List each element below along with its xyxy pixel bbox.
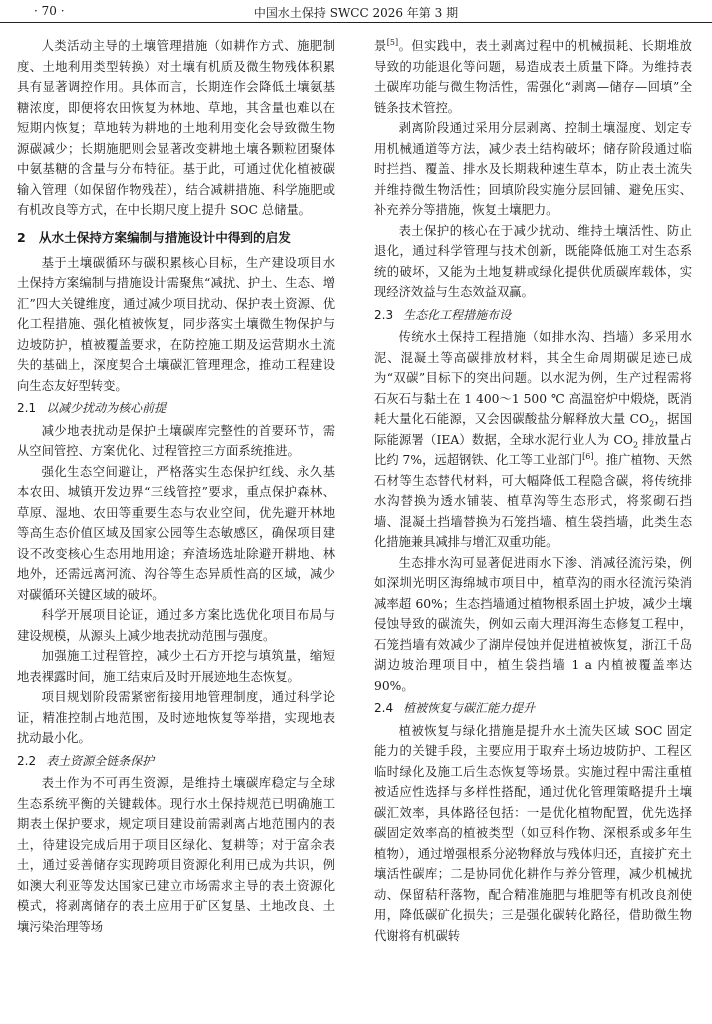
- right-paragraph-1-start: 景: [374, 39, 387, 53]
- left-paragraph-5: 科学开展项目论证，通过多方案比选优化项目布局与建设规模，从源头上减少地表扰动范围与强度。: [17, 608, 335, 643]
- right-paragraph-4-b: ，据国际能源署（IEA）数据，全球水泥行业人为 CO: [374, 412, 692, 447]
- section-2-number: 2: [17, 229, 26, 245]
- right-paragraph-4: [374, 327, 692, 553]
- section-2-1-number: 2.1: [17, 401, 37, 415]
- right-paragraph-4-d: 。推广植物、天然石材等生态替代材料，可大幅降低工程隐含碳，将传统排水沟替换为透水铺装、植草沟等生态形式，将浆砌石挡墙、混凝土挡墙替换为石笼挡墙、植生袋挡墙，此类生态化措施兼具减排与增汇双重功能。: [374, 453, 692, 549]
- section-2-2-title: 表土资源全链条保护: [46, 753, 155, 768]
- left-paragraph-4: 强化生态空间避让，严格落实生态保护红线、永久基本农田、城镇开发边界“三线管控”要求，重点保护森林、草原、湿地、农田等重要生态与农业空间，优先避开林地等高生态价值区域及国家公园等生态敏感区，确保项目建设不改变核心生态用地用途；弃渣场选址除避开耕地、林地外，还需远离河流、沟谷等生态异质性高的区域，减少对碳循环关键区域的破坏。: [17, 464, 335, 602]
- section-2-title: 从水土保持方案编制与措施设计中得到的启发: [38, 229, 291, 245]
- citation-6: [6]: [582, 451, 594, 461]
- section-2-3-title: 生态化工程措施布设: [403, 307, 512, 322]
- section-2-4-heading: [374, 698, 692, 719]
- right-column: [374, 36, 692, 946]
- right-paragraph-4-a: 传统水土保持工程措施（如排水沟、挡墙）多采用水泥、混凝土等高碳排放材料，其全生命周期碳足迹已成为“双碳”目标下的突出问题。以水泥为例，生产过程需将石灰石与黏土在 1 400～1 500 ℃ 高温窑炉中煅烧，既消耗大量化石能源，又会因碳酸盐分解释放大量 CO: [374, 330, 692, 426]
- section-2-2-number: 2.2: [17, 753, 37, 768]
- section-2-3-heading: [374, 305, 692, 326]
- section-2-4-title: 植被恢复与碳汇能力提升: [403, 701, 536, 715]
- left-paragraph-8: 表土作为不可再生资源，是维持土壤碳库稳定与全球生态系统平衡的关键载体。现行水土保持规范已明确施工期表土保护要求，规定项目建设前需剥离占地范围内的表土，待建设完成后用于项目区绿化、复耕等；对于富余表土，通过妥善储存实现跨项目资源化利用已成为共识，例如澳大利亚等发达国家已建立市场需求主导的表土资源化模式，将剥离储存的表土应用于矿区复垦、土地改良、土壤污染治理等场: [17, 776, 335, 934]
- journal-title: 中国水土保持 SWCC 2026 年第 3 期: [253, 6, 459, 20]
- right-paragraph-5: 生态排水沟可显著促进雨水下渗、消减径流污染，例如深圳光明区海绵城市项目中，植草沟的雨水径流污染消减率超 60%；生态挡墙通过植物根系固土护坡，减少土壤侵蚀导致的碳流失，例如云南大理洱海生态修复工程中，石笼挡墙有效减少了湖岸侵蚀并促进植被恢复，浙江千岛湖边坡治理项目中，植生袋挡墙 1 a 内植被覆盖率达 90%。: [374, 555, 692, 693]
- citation-5: [5]: [386, 37, 399, 47]
- right-paragraph-1: [374, 36, 692, 118]
- right-paragraph-3: 表土保护的核心在于减少扰动、维持土壤活性、防止退化，通过科学管理与技术创新，既能降低施工对生态系统的破坏，又能为土地复耕或绿化提供优质碳库载体，实现经济效益与生态效益双赢。: [374, 223, 692, 299]
- left-paragraph-3: 减少地表扰动是保护土壤碳库完整性的首要环节，需从空间管控、方案优化、过程管控三方面系统推进。: [17, 423, 335, 458]
- page-header: [0, 0, 712, 23]
- co2-subscript-1: 2: [649, 419, 655, 429]
- right-paragraph-6: 植被恢复与绿化措施是提升水土流失区域 SOC 固定能力的关键手段，主要应用于取弃土场边坡防护、工程区临时绿化及施工后生态恢复等场景。实施过程中需注重植被适应性选择与多样性搭配，通过优化管理策略提升土壤碳汇效率，具体路径包括：一是优化植物配置，优先选择碳固定效率高的植被类型（如豆科作物、深根系或多年生植物），通过增强根系分泌物释放与残体归还，直接扩充土壤活性碳库；二是协同优化耕作与养分管理，减少机械扰动、保留秸秆落物，配合精准施肥与堆肥等有机改良剂使用，降低碳矿化损失；三是强化碳转化路径，借助微生物代谢将有机碳转: [374, 723, 692, 943]
- right-paragraph-1-rest: 。但实践中，表土剥离过程中的机械损耗、长期堆放导致的功能退化等问题，易造成表土质量下降。为维持表土碳库功能与微生物活性，需强化“剥离—储存—回填”全链条技术管控。: [374, 39, 692, 115]
- left-paragraph-2: 基于土壤碳循环与碳积累核心目标，生产建设项目水土保持方案编制与措施设计需聚焦“减扰、护土、生态、增汇”四大关键维度，通过减少项目扰动、保护表土资源、优化工程措施、强化植被恢复，同步落实土壤微生物保护与边坡防护，植被覆盖要求，在防控施工期及运营期水土流失的基础上，深度契合土壤碳汇管理理念，推动工程建设向生态友好型转变。: [17, 255, 335, 393]
- left-paragraph-7: 项目规划阶段需紧密衔接用地管理制度，通过科学论证，精准控制占地范围，及时迹地恢复等举措，实现地表扰动最小化。: [17, 690, 335, 745]
- section-2-3-number: 2.3: [374, 307, 394, 322]
- section-2-1-title: 以减少扰动为核心前提: [46, 401, 167, 415]
- left-paragraph-1: 人类活动主导的土壤管理措施（如耕作方式、施肥制度、土地利用类型转换）对土壤有机质及微生物残体积累具有显著调控作用。具体而言，长期连作会降低土壤氨基糖浓度，即便将农田恢复为林地、草地，其含量也难以在短期内恢复；草地转为耕地的土地利用变化会导致微生物源碳减少；长期施肥则会显著改变耕地土壤各颗粒团聚体中氨基糖的含量与分布特征。基于此，可通过优化植被碳输入管理（如保留作物残茬），结合减耕措施、科学施肥或有机改良等方式，在中长期尺度上提升 SOC 总储量。: [17, 39, 335, 217]
- section-2-4-number: 2.4: [374, 701, 394, 715]
- section-2-2-heading: [17, 751, 335, 772]
- left-paragraph-6: 加强施工过程管控，减少土石方开挖与填筑量，缩短地表裸露时间，施工结束后及时开展迹地生态恢复。: [17, 649, 335, 684]
- right-paragraph-2: 剥离阶段通过采用分层剥离、控制土壤湿度、划定专用机械通道等方法，减少表土结构破坏；储存阶段通过临时拦挡、覆盖、排水及长期栽种速生草本，防止表土流失并维持微生物活性；回填阶段实施分层回铺、避免压实、补充养分等措施，恢复土壤肥力。: [374, 121, 692, 217]
- co2-subscript-2: 2: [632, 439, 639, 449]
- section-2-1-heading: [17, 398, 335, 419]
- left-column: [17, 36, 335, 937]
- right-paragraph-4-c: 排放量占比约 7%，远超钢铁、化工等工业部门: [374, 432, 692, 467]
- page-number: · 70 ·: [34, 4, 65, 18]
- section-2-heading: [17, 227, 335, 249]
